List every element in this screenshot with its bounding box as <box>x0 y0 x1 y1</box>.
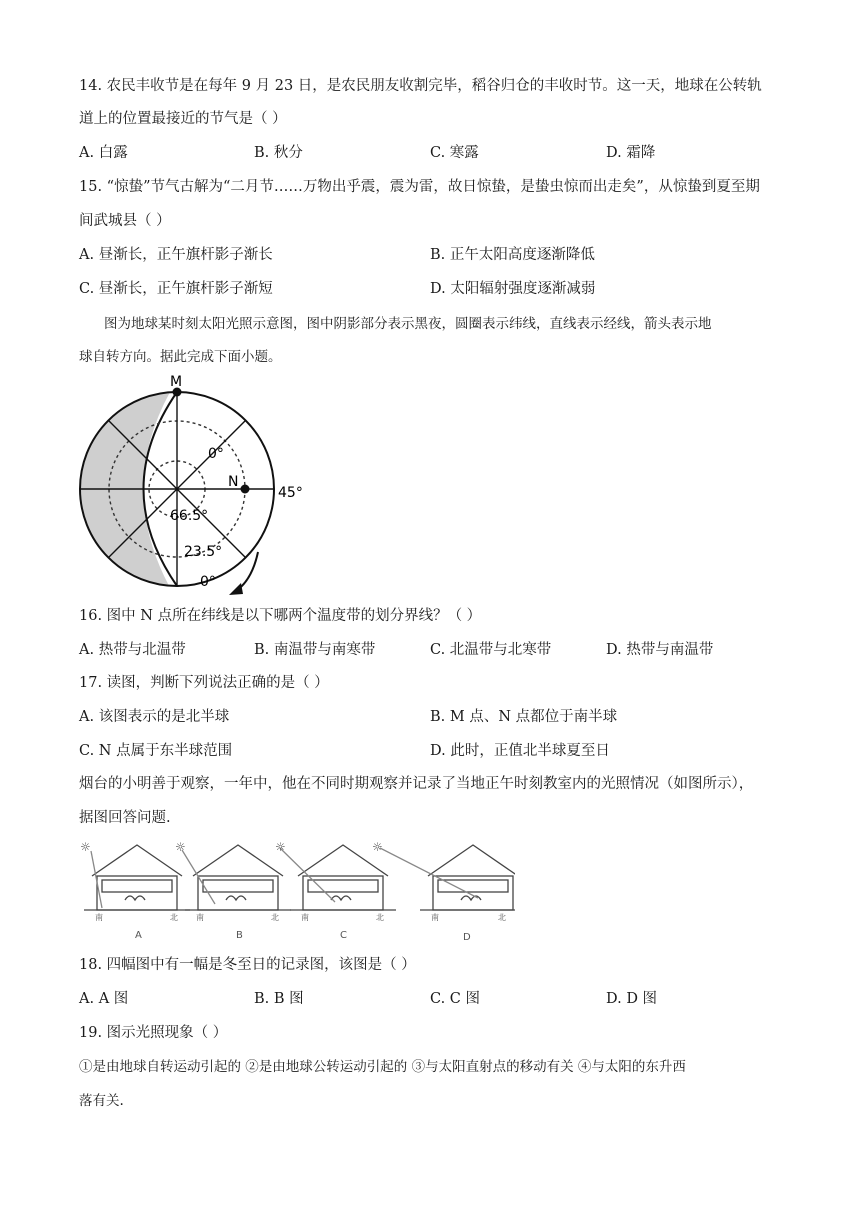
point-n-dot <box>241 485 250 494</box>
q18-option-a: A. A 图 <box>79 991 129 1007</box>
sun-icon-d: ☼ <box>372 840 383 854</box>
q16-stem: 16. 图中 N 点所在纬线是以下哪两个温度带的划分界线？（ ） <box>79 608 482 624</box>
panel-b-house <box>182 845 291 910</box>
label-665: 66.5° <box>170 508 209 524</box>
panel-d-house <box>380 845 515 910</box>
q14-stem-line2: 道上的位置最接近的节气是（ ） <box>79 111 287 127</box>
q15-option-a: A. 昼渐长，正午旗杆影子渐长 <box>79 247 273 263</box>
q17-option-c: C. N 点属于东半球范围 <box>79 743 233 759</box>
q18-option-d: D. D 图 <box>606 991 658 1007</box>
q19-choices-line1: ①是由地球自转运动引起的 ②是由地球公转运动引起的 ③与太阳直射点的移动有关 ④与太阳的东升西 <box>79 1059 686 1075</box>
q17-option-a: A. 该图表示的是北半球 <box>79 709 230 725</box>
panel-b-letter: B <box>236 930 243 941</box>
rotation-arrowhead-icon <box>229 583 243 595</box>
illumination-diagram <box>60 368 320 598</box>
q16-option-c: C. 北温带与北寒带 <box>430 642 552 658</box>
q14-stem-line1: 14. 农民丰收节是在每年 9 月 23 日，是农民朋友收割完毕，稻谷归仓的丰收时节。这一天，地球在公转轨 <box>79 78 762 94</box>
panel-b-south: 南 <box>196 913 204 922</box>
q19-choices-line2: 落有关. <box>79 1093 124 1109</box>
q15-option-c: C. 昼渐长，正午旗杆影子渐短 <box>79 281 273 297</box>
panel-a-north: 北 <box>170 913 178 922</box>
q17-option-b: B. M 点、N 点都位于南半球 <box>430 709 618 725</box>
q14-option-c: C. 寒露 <box>430 145 479 161</box>
q15-option-d: D. 太阳辐射强度逐渐减弱 <box>430 281 596 297</box>
q18-option-b: B. B 图 <box>254 991 304 1007</box>
q19-stem: 19. 图示光照现象（ ） <box>79 1025 228 1041</box>
panel-c-letter: C <box>340 930 347 941</box>
q17-stem: 17. 读图，判断下列说法正确的是（ ） <box>79 675 329 691</box>
panel-a-letter: A <box>135 930 142 941</box>
panel-c-south: 南 <box>301 913 309 922</box>
sun-icon-b: ☼ <box>175 840 186 854</box>
panel-b-north: 北 <box>271 913 279 922</box>
sun-icon-a: ☼ <box>80 840 91 854</box>
q15-stem-line1: 15. “惊蛰”节气古解为“二月节……万物出乎震，震为雷，故日惊蛰，是蛰虫惊而出走矣”，从惊蛰到夏至期 <box>79 179 760 195</box>
intro1-line1: 图为地球某时刻太阳光照示意图，图中阴影部分表示黑夜，圆圈表示纬线，直线表示经线，箭头表示地 <box>104 316 712 332</box>
q16-option-a: A. 热带与北温带 <box>79 642 186 658</box>
label-n: N <box>228 474 239 490</box>
panel-a-house <box>84 845 190 910</box>
label-m: M <box>170 374 183 390</box>
q16-option-b: B. 南温带与南寒带 <box>254 642 376 658</box>
panel-d-south: 南 <box>431 913 439 922</box>
classroom-sunlight-diagram <box>75 834 515 946</box>
q16-option-d: D. 热带与南温带 <box>606 642 714 658</box>
panel-d-letter: D <box>463 932 471 943</box>
panel-c-north: 北 <box>376 913 384 922</box>
panel-d-north: 北 <box>498 913 506 922</box>
intro1-line2: 球自转方向。据此完成下面小题。 <box>79 349 282 365</box>
label-0-inner: 0° <box>208 446 224 462</box>
intro2-line2: 据图回答问题. <box>79 810 171 826</box>
intro2-line1: 烟台的小明善于观察，一年中，他在不同时期观察并记录了当地正午时刻教室内的光照情况（如图所示）， <box>79 776 754 792</box>
panel-a-south: 南 <box>95 913 103 922</box>
label-0-bottom: 0° <box>200 574 216 590</box>
q17-option-d: D. 此时，正值北半球夏至日 <box>430 743 610 759</box>
q14-option-a: A. 白露 <box>79 145 128 161</box>
q18-option-c: C. C 图 <box>430 991 480 1007</box>
q18-stem: 18. 四幅图中有一幅是冬至日的记录图，该图是（ ） <box>79 957 416 973</box>
label-235: 23.5° <box>184 544 223 560</box>
label-45: 45° <box>278 485 303 501</box>
sun-icon-c: ☼ <box>275 840 286 854</box>
q15-option-b: B. 正午太阳高度逐渐降低 <box>430 247 595 263</box>
q15-stem-line2: 间武城县（ ） <box>79 213 171 229</box>
q14-option-d: D. 霜降 <box>606 145 656 161</box>
panel-c-house <box>280 845 396 910</box>
q14-option-b: B. 秋分 <box>254 145 303 161</box>
